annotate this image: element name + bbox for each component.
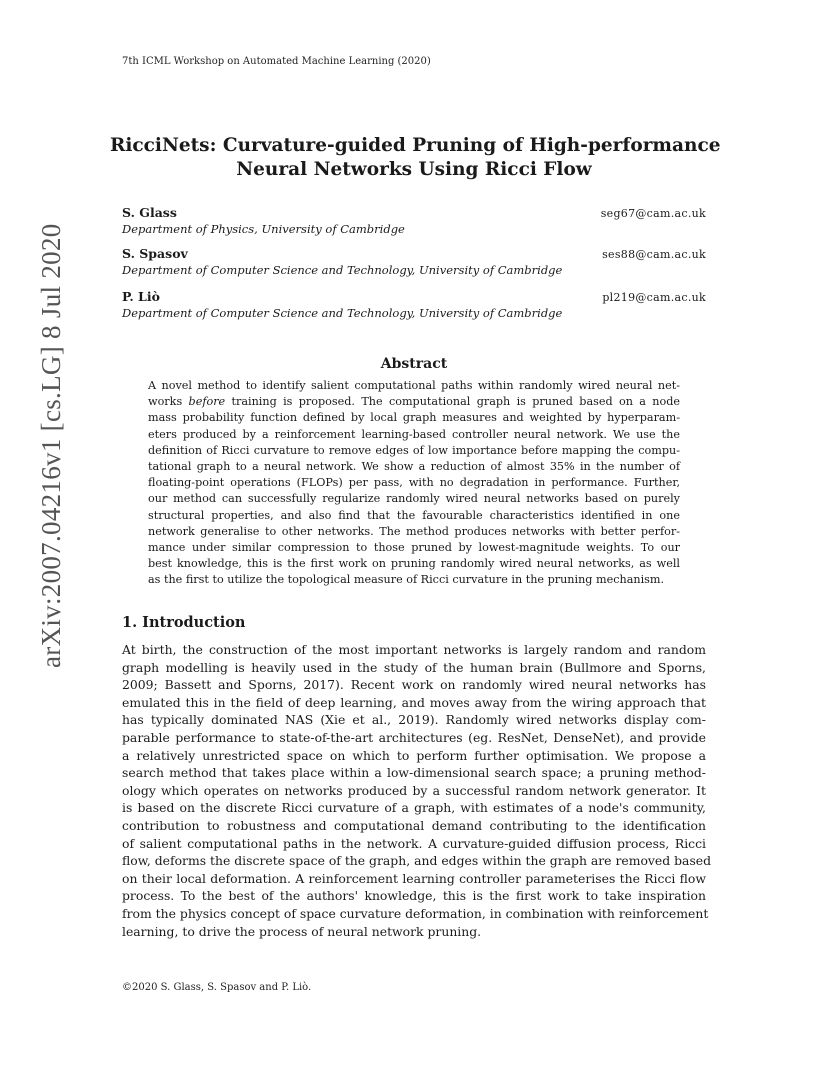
introduction-body <box>122 641 712 940</box>
text-line: network generalise to other networks. The method produces networks with better perfor- <box>148 524 680 538</box>
text-line: mance under similar compression to those pruned by lowest-magnitude weights. To our <box>148 541 680 555</box>
text-line: process. To the best of the authors' knowledge, this is the first work to take inspiration <box>122 888 706 904</box>
text-line: ology which operates on networks produced by a successful random network generator. It <box>122 782 706 798</box>
text-line: At birth, the construction of the most important networks is largely random and random <box>122 642 706 657</box>
text-line: learning, to drive the process of neural network pruning. <box>122 923 482 939</box>
text-line: eters produced by a reinforcement learning-based controller neural network. We use the <box>148 427 680 441</box>
text-line: our method can successfully regularize randomly wired neural networks based on purely <box>148 492 680 506</box>
text-line: has typically dominated NAS (Xie et al., 2019). Randomly wired networks display com- <box>122 712 706 728</box>
author-email[interactable]: seg67@cam.ac.uk <box>600 207 706 220</box>
author-glass <box>122 205 706 238</box>
text-line: flow, deforms the discrete space of the graph, and edges within the graph are removed based <box>122 853 712 869</box>
text-line: parable performance to state-of-the-art architectures (eg. ResNet, DenseNet), and provide <box>122 729 706 745</box>
text-line: on their local deformation. A reinforcement learning controller parameterises the Ricci flow <box>122 870 706 886</box>
text-line: definition of Ricci curvature to remove edges of low importance before mapping the compu- <box>148 443 680 457</box>
author-email[interactable]: pl219@cam.ac.uk <box>602 291 706 304</box>
text-line: graph modelling is heavily used in the study of the human brain (Bullmore and Sporns, <box>122 659 706 675</box>
abstract-body <box>148 378 680 589</box>
text-line: structural properties, and also find that the favourable characteristics identified in one <box>148 508 680 522</box>
text-line: tational graph to a neural network. We show a reduction of almost 35% in the number of <box>148 460 680 474</box>
venue-header: 7th ICML Workshop on Automated Machine Learning (2020) <box>122 56 431 67</box>
title-line: Neural Networks Using Ricci Flow <box>236 159 592 180</box>
text-line: floating-point operations (FLOPs) per pass, with no degradation in performance. Further, <box>148 476 680 490</box>
author-name: S. Spasov <box>122 246 188 261</box>
text-line: works before training is proposed. The computational graph is pruned based on a node <box>148 395 680 409</box>
text-line: contribution to robustness and computational demand contributing to the identification <box>122 817 706 833</box>
author-spasov <box>122 246 706 279</box>
text-line: from the physics concept of space curvature deformation, in combination with reinforcement <box>122 905 709 921</box>
author-name: S. Glass <box>122 205 177 220</box>
text-line: emulated this in the field of deep learning, and moves away from the wiring approach that <box>122 694 706 710</box>
author-affiliation: Department of Computer Science and Technology, University of Cambridge <box>122 263 563 277</box>
text-line: A novel method to identify salient computational paths within randomly wired neural net- <box>148 379 680 392</box>
text-line: 2009; Bassett and Sporns, 2017). Recent work on randomly wired neural networks has <box>122 677 706 693</box>
author-email[interactable]: ses88@cam.ac.uk <box>602 248 706 261</box>
author-affiliation: Department of Physics, University of Cambridge <box>122 222 405 236</box>
emphasis: before <box>188 395 226 409</box>
author-lio <box>122 289 706 322</box>
title-line: RicciNets: Curvature-guided Pruning of High-performance <box>110 135 721 156</box>
text-line: mass probability function defined by local graph measures and weighted by hyperparam- <box>148 411 680 425</box>
abstract-heading: Abstract <box>380 356 448 372</box>
author-name: P. Liò <box>122 289 160 304</box>
arxiv-identifier: arXiv:2007.04216v1 [cs.LG] 8 Jul 2020 <box>36 223 66 668</box>
paper-title <box>110 134 721 182</box>
text-line: is based on the discrete Ricci curvature of a graph, with estimates of a node's community, <box>122 800 706 816</box>
text-line: as the first to utilize the topological measure of Ricci curvature in the pruning mechanism. <box>148 573 665 587</box>
text-line: a relatively unrestricted space on which to perform further optimisation. We propose a <box>122 747 706 763</box>
text-line: best knowledge, this is the first work on pruning randomly wired neural networks, as well <box>148 557 680 571</box>
text-line: of salient computational paths in the network. A curvature-guided diffusion process, Ricci <box>122 835 706 851</box>
copyright-notice: ©2020 S. Glass, S. Spasov and P. Liò. <box>122 982 312 993</box>
introduction-heading: 1. Introduction <box>122 614 246 631</box>
author-affiliation: Department of Computer Science and Technology, University of Cambridge <box>122 306 563 320</box>
text-line: search method that takes place within a low-dimensional search space; a pruning method- <box>122 765 706 781</box>
